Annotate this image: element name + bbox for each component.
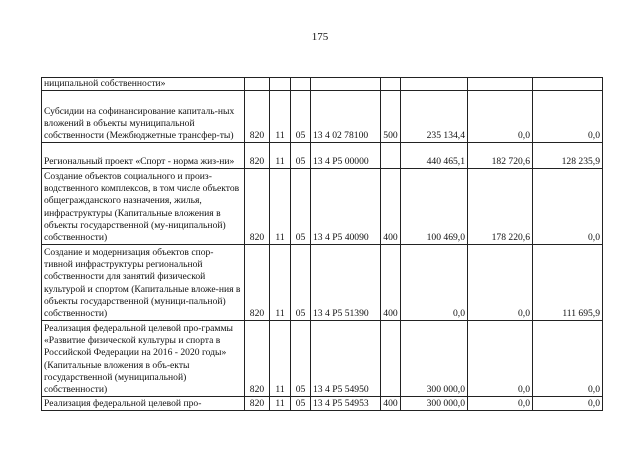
row-name-cell: Создание и модернизация объектов спор-тивной инфраструктуры региональной собственности для занятий физической культурой и спортом (Капитальные вложе-ния в объекты государственной (муници-пальной) собственности): [42, 245, 245, 321]
expense-type-cell: 500: [381, 91, 401, 143]
section-cell: 11: [270, 91, 291, 143]
target-article-cell: 13 4 02 78100: [311, 91, 381, 143]
table-row: [42, 78, 603, 91]
subsection-cell: 05: [291, 321, 311, 397]
amount-year3-cell: 0,0: [533, 169, 603, 245]
amount-year2-cell: 0,0: [468, 397, 533, 411]
target-article-cell: [311, 78, 381, 91]
amount-year1-cell: 300 000,0: [401, 321, 468, 397]
page-number: 175: [311, 31, 329, 43]
table-body: [42, 78, 603, 411]
row-name-cell: Создание объектов социального и произ-водственного комплексов, в том числе объектов общегражданского назначения, жилья, инфраструктуры (Капитальные вложения в объекты государственной (му-ниципальной) собственности): [42, 169, 245, 245]
table-row: [42, 91, 603, 143]
amount-year3-cell: 0,0: [533, 91, 603, 143]
section-cell: 11: [270, 397, 291, 411]
amount-year3-cell: 0,0: [533, 321, 603, 397]
target-article-cell: 13 4 P5 00000: [311, 143, 381, 169]
subsection-cell: 05: [291, 143, 311, 169]
amount-year1-cell: 235 134,4: [401, 91, 468, 143]
amount-year3-cell: 0,0: [533, 397, 603, 411]
target-article-cell: 13 4 P5 51390: [311, 245, 381, 321]
section-cell: 11: [270, 321, 291, 397]
amount-year2-cell: 182 720,6: [468, 143, 533, 169]
admin-code-cell: 820: [245, 397, 270, 411]
amount-year2-cell: 0,0: [468, 91, 533, 143]
admin-code-cell: 820: [245, 169, 270, 245]
section-cell: 11: [270, 169, 291, 245]
admin-code-cell: 820: [245, 245, 270, 321]
admin-code-cell: 820: [245, 143, 270, 169]
admin-code-cell: 820: [245, 91, 270, 143]
amount-year1-cell: 0,0: [401, 245, 468, 321]
amount-year2-cell: 178 220,6: [468, 169, 533, 245]
subsection-cell: 05: [291, 169, 311, 245]
table-row: [42, 245, 603, 321]
amount-year2-cell: 0,0: [468, 321, 533, 397]
expense-type-cell: 400: [381, 245, 401, 321]
target-article-cell: 13 4 P5 54950: [311, 321, 381, 397]
expense-type-cell: 400: [381, 169, 401, 245]
section-cell: 11: [270, 143, 291, 169]
expense-type-cell: [381, 78, 401, 91]
target-article-cell: 13 4 P5 54953: [311, 397, 381, 411]
admin-code-cell: 820: [245, 321, 270, 397]
table-row: [42, 321, 603, 397]
row-name-cell: Субсидии на софинансирование капиталь-ных вложений в объекты муниципальной собственности (Межбюджетные трансфер-ты): [42, 91, 245, 143]
subsection-cell: 05: [291, 397, 311, 411]
row-name-cell: ниципальной собственности»: [42, 78, 245, 91]
subsection-cell: [291, 78, 311, 91]
row-name-cell: Реализация федеральной целевой про-граммы «Развитие физической культуры и спорта в Российской Федерации на 2016 - 2020 годы» (Капитальные вложения в объ-екты государственной (муниципальной) собственности): [42, 321, 245, 397]
amount-year2-cell: 0,0: [468, 245, 533, 321]
expense-type-cell: [381, 321, 401, 397]
subsection-cell: 05: [291, 245, 311, 321]
admin-code-cell: [245, 78, 270, 91]
row-name-cell: Реализация федеральной целевой про-: [42, 397, 245, 411]
amount-year1-cell: 100 469,0: [401, 169, 468, 245]
section-cell: 11: [270, 245, 291, 321]
amount-year3-cell: [533, 78, 603, 91]
expense-type-cell: 400: [381, 397, 401, 411]
section-cell: [270, 78, 291, 91]
table-row: [42, 397, 603, 411]
table-row: [42, 143, 603, 169]
subsection-cell: 05: [291, 91, 311, 143]
amount-year3-cell: 111 695,9: [533, 245, 603, 321]
amount-year2-cell: [468, 78, 533, 91]
amount-year1-cell: 440 465,1: [401, 143, 468, 169]
amount-year1-cell: [401, 78, 468, 91]
table-row: [42, 169, 603, 245]
budget-table: [41, 77, 603, 411]
amount-year1-cell: 300 000,0: [401, 397, 468, 411]
amount-year3-cell: 128 235,9: [533, 143, 603, 169]
target-article-cell: 13 4 P5 40090: [311, 169, 381, 245]
expense-type-cell: [381, 143, 401, 169]
row-name-cell: Региональный проект «Спорт - норма жиз-ни»: [42, 143, 245, 169]
